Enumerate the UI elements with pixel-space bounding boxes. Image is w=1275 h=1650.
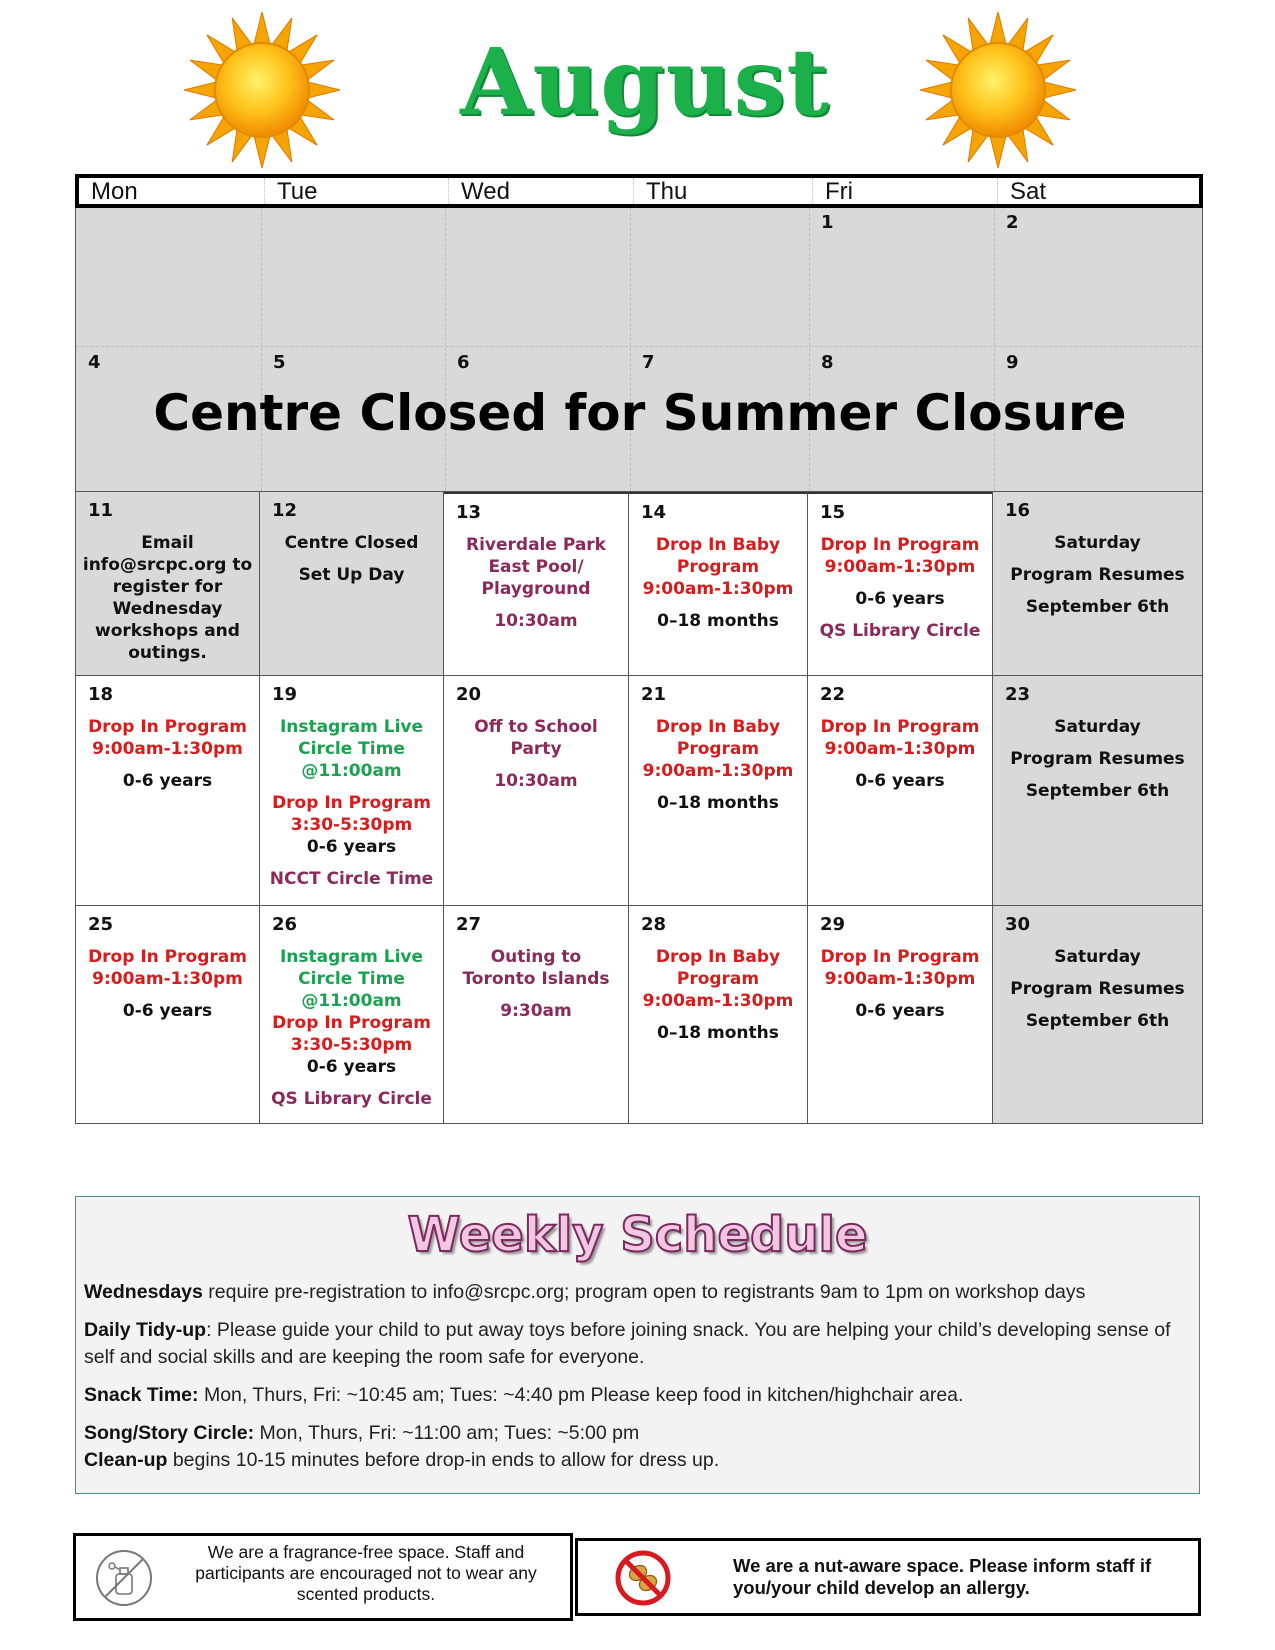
day-cell-18 (75, 676, 260, 906)
schedule-wednesdays (84, 1279, 1189, 1306)
event-line: 9:00am-1:30pm (824, 557, 976, 577)
day-cell-13 (444, 492, 629, 676)
event-line: 10:30am (494, 611, 578, 631)
event-line: Saturday (1054, 717, 1141, 737)
date-number: 13 (456, 502, 482, 523)
nut-aware-notice (575, 1538, 1201, 1616)
event-line: NCCT Circle Time (269, 869, 434, 889)
date-number: 22 (820, 684, 846, 705)
fragrance-free-notice (73, 1533, 573, 1621)
event-line: QS Library Circle (271, 1089, 432, 1109)
event-line: Wednesday (112, 599, 223, 619)
event-line: 3:30-5:30pm (290, 1035, 413, 1055)
event-line: Program Resumes (1010, 749, 1185, 769)
event-line: 9:30am (500, 1001, 572, 1021)
event-line: 9:00am-1:30pm (824, 969, 976, 989)
date-mon-4: 4 (88, 352, 101, 373)
event-line: Saturday (1054, 533, 1141, 553)
event-line: register for (112, 577, 223, 597)
event-line: 9:00am-1:30pm (642, 761, 794, 781)
date-number: 27 (456, 914, 482, 935)
date-number: 19 (272, 684, 298, 705)
sun-icon-right (918, 10, 1078, 170)
event-line: 9:00am-1:30pm (642, 991, 794, 1011)
event-line: Instagram Live (279, 947, 424, 967)
day-header-wed: Wed (448, 178, 633, 204)
day-cell-29 (808, 906, 993, 1124)
event-line: Toronto Islands (462, 969, 610, 989)
date-number: 30 (1005, 914, 1031, 935)
event-line: Drop In Program (820, 947, 980, 967)
event-line: Program Resumes (1010, 979, 1185, 999)
weekly-schedule-panel (75, 1196, 1200, 1494)
schedule-text: begins 10-15 minutes before drop-in ends to allow for dress up. (167, 1449, 720, 1471)
day-cell-14 (629, 492, 808, 676)
day-header-mon: Mon (91, 178, 138, 205)
schedule-label: Daily Tidy-up (84, 1319, 207, 1341)
date-thu-7: 7 (642, 352, 655, 373)
event-line: Drop In Program (272, 793, 431, 813)
event-line: 3:30-5:30pm (290, 815, 413, 835)
event-line: September 6th (1025, 597, 1170, 617)
event-line: Drop In Baby (655, 717, 781, 737)
day-cell-22 (808, 676, 993, 906)
page-title: August (460, 28, 830, 136)
schedule-song-circle (84, 1420, 1189, 1447)
day-cell-21 (629, 676, 808, 906)
event-line: Program (676, 969, 760, 989)
day-cell-12 (260, 492, 444, 676)
event-line: Drop In Baby (655, 535, 781, 555)
nut-notice-text: We are a nut-aware space. Please inform staff if you/your child develop an allergy. (733, 1555, 1152, 1598)
date-number: 26 (272, 914, 298, 935)
day-cell-16 (993, 492, 1203, 676)
date-number: 25 (88, 914, 114, 935)
schedule-label: Wednesdays (84, 1281, 203, 1303)
event-line: 9:00am-1:30pm (92, 969, 243, 989)
schedule-label: Clean-up (84, 1449, 168, 1471)
date-fri-8: 8 (821, 352, 834, 373)
event-line: workshops and (95, 621, 240, 641)
event-line: Program Resumes (1010, 565, 1185, 585)
date-wed-6: 6 (457, 352, 470, 373)
day-cell-15 (808, 492, 993, 676)
schedule-tidy-up (84, 1317, 1189, 1371)
event-line: 9:00am-1:30pm (92, 739, 243, 759)
event-line: 0-6 years (122, 771, 213, 791)
event-line: outings. (128, 643, 207, 663)
event-line: Circle Time (298, 739, 405, 759)
schedule-label: Snack Time: (84, 1384, 199, 1406)
event-line: Drop In Program (820, 717, 980, 737)
date-number: 21 (641, 684, 667, 705)
event-line: 0-6 years (122, 1001, 213, 1021)
day-header-tue: Tue (264, 178, 448, 204)
calendar-grid (75, 174, 1203, 1158)
no-peanut-icon (614, 1549, 672, 1607)
schedule-snack-time (84, 1382, 1189, 1409)
date-sat-9: 9 (1006, 352, 1019, 373)
day-header-sat: Sat (997, 178, 1199, 204)
date-tue-5: 5 (273, 352, 286, 373)
event-line: 0–18 months (657, 793, 779, 813)
event-line: QS Library Circle (819, 621, 981, 641)
event-line: Riverdale Park (466, 535, 606, 555)
event-line: @11:00am (301, 991, 402, 1011)
day-cell-27 (444, 906, 629, 1124)
event-line: @11:00am (301, 761, 402, 781)
event-line: 0-6 years (306, 837, 397, 857)
event-line: info@srcpc.org to (82, 555, 253, 575)
day-cell-28 (629, 906, 808, 1124)
event-line: Set Up Day (298, 565, 405, 585)
date-number: 12 (272, 500, 298, 521)
event-line: 0-6 years (855, 771, 945, 791)
day-header-row (75, 174, 1203, 208)
event-line: Outing to (490, 947, 582, 967)
event-line: 0–18 months (657, 611, 779, 631)
date-number: 15 (820, 502, 846, 523)
date-number: 29 (820, 914, 846, 935)
schedule-text: Mon, Thurs, Fri: ~11:00 am; Tues: ~5:00 pm (254, 1422, 640, 1444)
event-line: Email (141, 533, 194, 553)
date-number: 18 (88, 684, 114, 705)
schedule-clean-up (84, 1447, 1189, 1474)
sun-icon-left (182, 10, 342, 170)
event-line: 0-6 years (306, 1057, 397, 1077)
day-cell-25 (75, 906, 260, 1124)
weekly-schedule-body (84, 1279, 1189, 1474)
event-line: Playground (481, 579, 591, 599)
event-line: 0-6 years (855, 1001, 945, 1021)
event-line: September 6th (1025, 781, 1170, 801)
event-line: Program (676, 557, 760, 577)
event-line: September 6th (1025, 1011, 1170, 1031)
schedule-label: Song/Story Circle: (84, 1422, 255, 1444)
event-line: Drop In Program (820, 535, 980, 555)
event-line: Drop In Program (88, 947, 247, 967)
day-cell-20 (444, 676, 629, 906)
day-cell-26 (260, 906, 444, 1124)
date-number: 11 (88, 500, 114, 521)
event-line: Saturday (1054, 947, 1141, 967)
event-line: 0–18 months (657, 1023, 779, 1043)
event-line: Drop In Baby (655, 947, 781, 967)
day-header-fri: Fri (812, 178, 997, 204)
schedule-text: require pre-registration to info@srcpc.org; program open to registrants 9am to 1pm on workshop days (202, 1281, 1086, 1303)
date-fri-1: 1 (821, 212, 834, 233)
event-line: Program (676, 739, 760, 759)
day-cell-19 (260, 676, 444, 906)
date-number: 20 (456, 684, 482, 705)
event-line: Off to School (474, 717, 598, 737)
event-line: 0-6 years (855, 589, 945, 609)
schedule-text: Mon, Thurs, Fri: ~10:45 am; Tues: ~4:40 pm Please keep food in kitchen/highchair area. (198, 1384, 964, 1406)
weekly-schedule-title: Weekly Schedule (407, 1207, 868, 1263)
closure-banner: Centre Closed for Summer Closure (153, 384, 1127, 442)
event-line: Centre Closed (284, 533, 419, 553)
schedule-text: : Please guide your child to put away toys before joining snack. You are helping your child’s developing sense of self and social skills and are keeping the room safe for everyone. (84, 1319, 1171, 1368)
summer-closure-block (75, 208, 1203, 492)
event-line: Party (510, 739, 562, 759)
event-line: 10:30am (494, 771, 578, 791)
day-header-thu: Thu (633, 178, 812, 204)
event-line: East Pool/ (488, 557, 584, 577)
event-line: Circle Time (298, 969, 405, 989)
date-number: 14 (641, 502, 667, 523)
fragrance-notice-text: We are a fragrance-free space. Staff and participants are encouraged not to wear any scented products. (195, 1542, 537, 1604)
event-line: 9:00am-1:30pm (824, 739, 976, 759)
event-line: Instagram Live (279, 717, 424, 737)
date-number: 23 (1005, 684, 1031, 705)
event-line: 9:00am-1:30pm (642, 579, 794, 599)
date-sat-2: 2 (1006, 212, 1019, 233)
day-cell-23 (993, 676, 1203, 906)
event-line: Drop In Program (88, 717, 247, 737)
no-fragrance-icon (94, 1548, 154, 1608)
day-cell-11 (75, 492, 260, 676)
date-number: 16 (1005, 500, 1031, 521)
event-line: Drop In Program (272, 1013, 431, 1033)
date-number: 28 (641, 914, 667, 935)
day-cell-30 (993, 906, 1203, 1124)
